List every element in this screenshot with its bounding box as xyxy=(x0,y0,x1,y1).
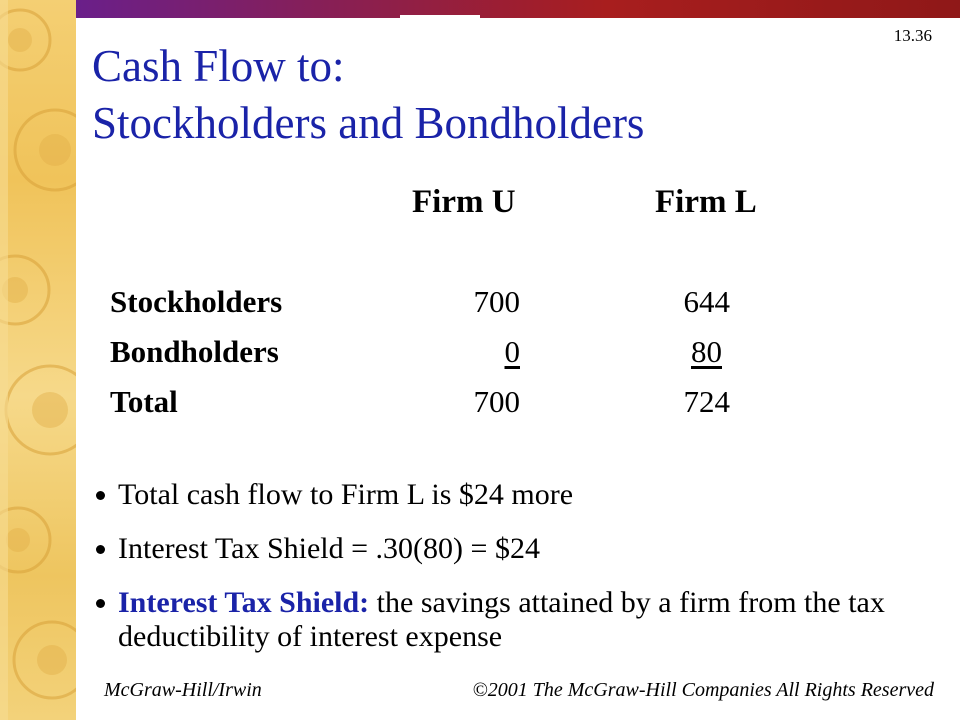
title-line-1: Cash Flow to: xyxy=(92,41,345,91)
bullet-list xyxy=(96,478,926,674)
gear-pattern-icon xyxy=(0,0,76,720)
firm-u-stockholders-value: 700 xyxy=(473,284,520,319)
decorative-sidebar xyxy=(0,0,76,720)
slide-title xyxy=(92,38,892,152)
definition-term: Interest Tax Shield: xyxy=(118,586,370,619)
slide-number: 13.36 xyxy=(893,26,932,45)
top-accent-gap xyxy=(400,15,480,18)
firm-l-bondholders-value: 80 xyxy=(691,334,722,369)
bullet-item xyxy=(96,478,926,512)
bullet-text: Total cash flow to Firm L is $24 more xyxy=(118,478,574,511)
definition-text: the savings attained by a firm from the tax deductibility of interest expense xyxy=(118,586,885,653)
title-line-2: Stockholders and Bondholders xyxy=(92,98,645,148)
firm-u-bondholders-value: 0 xyxy=(504,334,520,369)
column-header-firm-u: Firm U xyxy=(412,184,516,220)
bullet-item xyxy=(96,586,926,654)
top-accent-bar xyxy=(76,0,960,18)
bullet-text: Interest Tax Shield = .30(80) = $24 xyxy=(118,532,540,565)
firm-u-total-value: 700 xyxy=(473,384,520,419)
bullet-dot-icon xyxy=(96,545,105,554)
footer-copyright: ©2001 The McGraw-Hill Companies All Rights Reserved xyxy=(472,679,934,701)
column-header-firm-l: Firm L xyxy=(655,184,757,220)
bullet-dot-icon xyxy=(96,491,105,500)
bullet-item xyxy=(96,532,926,566)
row-label-stockholders: Stockholders xyxy=(110,284,283,319)
firm-l-stockholders-value: 644 xyxy=(683,284,730,319)
footer-publisher: McGraw-Hill/Irwin xyxy=(104,679,262,701)
row-label-bondholders: Bondholders xyxy=(110,334,279,369)
bullet-dot-icon xyxy=(96,599,105,608)
firm-l-total-value: 724 xyxy=(683,384,730,419)
row-label-total: Total xyxy=(110,384,178,419)
